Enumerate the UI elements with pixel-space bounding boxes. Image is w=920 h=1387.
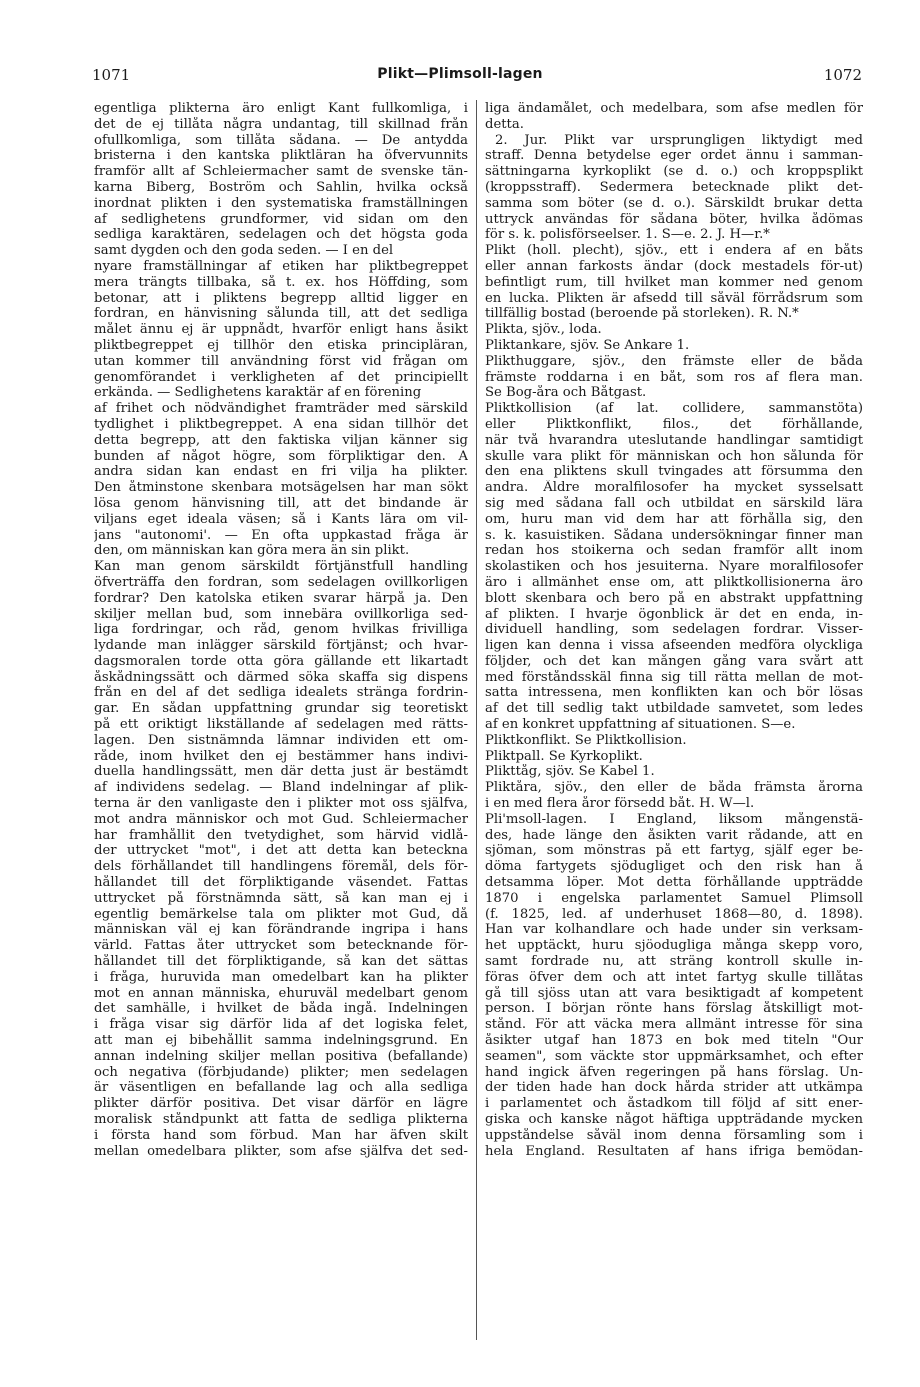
text-line: utan kommer till användning först vid frågan om bbox=[94, 353, 468, 369]
text-line: egentliga plikterna äro enligt Kant fullkomliga, i bbox=[94, 101, 468, 116]
text-line: der tiden hade han dock hårda strider att utkämpa bbox=[485, 1080, 863, 1096]
text-line: fordran, en hänvisning sålunda till, att det sedliga bbox=[94, 306, 468, 322]
page-header bbox=[0, 0, 920, 100]
right-column bbox=[485, 101, 863, 1159]
text-line: (f. 1825, led. af underhuset 1868—80, d. 1898). bbox=[485, 906, 863, 922]
text-line: karna Biberg, Boström och Sahlin, hvilka också bbox=[94, 179, 468, 195]
text-line: satta intressena, men konflikten kan och bör lösas bbox=[485, 685, 863, 701]
text-line: det samhälle, i hvilket de båda ingå. Indelningen bbox=[94, 1001, 468, 1017]
text-line: Plikta, sjöv., loda. bbox=[485, 322, 602, 338]
text-line: fordrar? Den katolska etiken svarar härpå ja. Den bbox=[94, 590, 468, 606]
text-line: hållandet till det förpliktigande väsendet. Fattas bbox=[94, 875, 468, 891]
text-line: öfverträffa den fordran, som sedelagen ovillkorligen bbox=[94, 574, 468, 590]
text-line: mellan omedelbara plikter, som afse själfva det sed- bbox=[94, 1143, 468, 1159]
text-line: värld. Fattas åter uttrycket som betecknande för- bbox=[94, 938, 468, 954]
text-line: genomförandet i verkligheten af det principiellt bbox=[94, 369, 468, 385]
text-line: råde, inom hvilket den ej bestämmer hans indivi- bbox=[94, 748, 468, 764]
text-line: person. I början rönte hans förslag åtskilligt mot- bbox=[485, 1001, 863, 1017]
text-line: den, om människan kan göra mera än sin plikt. bbox=[94, 543, 410, 559]
text-line: inordnat plikten i den systematiska framställningen bbox=[94, 195, 468, 211]
text-line: skiljer mellan bud, som innebära ovillkorliga sed- bbox=[94, 606, 468, 622]
text-line: befintligt rum, till hvilket man kommer ned genom bbox=[485, 274, 863, 290]
text-line: och negativa (förbjudande) plikter; men sedelagen bbox=[94, 1064, 468, 1080]
text-line: i parlamentet och åstadkom till följd af sitt ener- bbox=[485, 1096, 863, 1112]
text-line: gar. En sådan uppfattning grundar sig teoretiskt bbox=[94, 701, 468, 717]
text-line: erkända. — Sedlighetens karaktär af en förening bbox=[94, 385, 422, 401]
text-line: mera trängts tillbaka, så t. ex. hos Höffding, som bbox=[94, 274, 468, 290]
text-line: pliktbegreppet ej tillhör den etiska principläran, bbox=[94, 337, 468, 353]
text-line: (kroppsstraff). Sedermera betecknade plikt det- bbox=[485, 179, 863, 195]
text-line: för s. k. polisförseelser. 1. S—e. 2. J. H—r.* bbox=[485, 227, 770, 243]
text-line: sättningarna kyrkoplikt (se d. o.) och kroppsplikt bbox=[485, 164, 863, 180]
text-line: hållandet till det förpliktigande, så kan det sättas bbox=[94, 954, 468, 970]
text-line: lösa genom hänvisning till, att det bindande är bbox=[94, 495, 468, 511]
text-line: Plikttåg, sjöv. Se Kabel 1. bbox=[485, 764, 655, 780]
text-line: detta begrepp, att den faktiska viljan känner sig bbox=[94, 432, 468, 448]
text-line: är väsentligen en befallande lag och alla sedliga bbox=[94, 1080, 468, 1096]
text-line: andra. Äldre moralfilosofer ha mycket sysselsatt bbox=[485, 480, 863, 496]
text-line: detsamma löper. Mot detta förhållande uppträdde bbox=[485, 875, 863, 891]
text-line: skulle vara plikt för människan och hon sålunda för bbox=[485, 448, 863, 464]
text-line: samt fordrade nu, att sträng kontroll skulle in- bbox=[485, 954, 863, 970]
text-line: i första hand som förbud. Man har äfven skilt bbox=[94, 1127, 468, 1143]
text-line: äro i allmänhet ense om, att pliktkollisionerna äro bbox=[485, 574, 863, 590]
text-line: Kan man genom särskildt förtjänstfull handling bbox=[94, 559, 468, 575]
text-line: giska och kanske något häftiga uppträdande mycken bbox=[485, 1112, 863, 1127]
text-line: af en konkret uppfattning af situationen. S—e. bbox=[485, 717, 796, 733]
text-line: åskådningssätt och därmed söka skaffa sig dispens bbox=[94, 669, 468, 685]
text-line: duella handlingssätt, men där detta just är bestämdt bbox=[94, 764, 468, 780]
text-line: hela England. Resultaten af hans ifriga bemödan- bbox=[485, 1143, 863, 1159]
text-line: Han var kolhandlare och hade under sin verksam- bbox=[485, 922, 863, 938]
text-line: ofullkomliga, som tillåta sådana. — De antydda bbox=[94, 132, 468, 148]
text-line: jans "autonomi'. — En ofta uppkastad fråga är bbox=[94, 527, 468, 543]
text-line: sig med sådana fall och utbildat en särskild lära bbox=[485, 495, 863, 511]
text-line: af plikten. I hvarje ögonblick är det en enda, in- bbox=[485, 606, 863, 622]
text-line: bunden af något högre, som förpliktigar den. A bbox=[94, 448, 468, 464]
column-divider bbox=[476, 100, 477, 1340]
text-line: tillfällig bostad (beroende på storleken). R. N.* bbox=[485, 306, 799, 322]
text-line: människan väl ej kan förändrande ingripa i hans bbox=[94, 922, 468, 938]
text-line: bristerna i den kantska pliktläran ha öfvervunnits bbox=[94, 148, 468, 164]
text-line: mot andra människor och mot Gud. Schleiermacher bbox=[94, 811, 468, 827]
text-line: het upptäckt, huru sjöodugliga många skepp voro, bbox=[485, 938, 863, 954]
page-number-right: 1072 bbox=[823, 66, 862, 84]
text-line: viljans eget ideala väsen; så i Kants lära om vil- bbox=[94, 511, 468, 527]
text-line: terna är den vanligaste den i plikter mot oss själfva, bbox=[94, 796, 468, 812]
text-line: Pliktkollision (af lat. collidere, sammanstöta) bbox=[485, 401, 863, 417]
text-line: gå till sjöss utan att vara besiktigadt af kompetent bbox=[485, 985, 863, 1001]
text-line: har framhållit den tvetydighet, som härvid vidlå- bbox=[94, 827, 468, 843]
text-line: af sedlighetens grundformer, vid sidan om den bbox=[94, 211, 468, 227]
text-line: af individens sedelag. — Bland indelningar af plik- bbox=[94, 780, 468, 796]
text-line: med förståndsskäl finna sig till rätta mellan de mot- bbox=[485, 669, 863, 685]
text-line: Pli'msoll-lagen. I England, liksom mångenstä- bbox=[485, 811, 863, 827]
text-line: Plikthuggare, sjöv., den främste eller de båda bbox=[485, 353, 863, 369]
text-line: eller annan farkosts ändar (dock mestadels för-ut) bbox=[485, 258, 863, 274]
text-line: dagsmoralen torde otta göra gällande ett likartadt bbox=[94, 653, 468, 669]
text-line: egentlig bemärkelse tala om plikter mot Gud, då bbox=[94, 906, 468, 922]
text-line: dels förhållandet till handlingens föremål, dels för- bbox=[94, 859, 468, 875]
text-line: den ena pliktens skull tvingades att försumma den bbox=[485, 464, 863, 480]
text-line: af frihet och nödvändighet framträder med särskild bbox=[94, 401, 468, 417]
text-line: des, hade länge den åsikten varit rådande, att en bbox=[485, 827, 863, 843]
text-line: detta. bbox=[485, 116, 524, 132]
left-column bbox=[94, 101, 468, 1159]
text-line: moralisk ståndpunkt att fatta de sedliga plikterna bbox=[94, 1112, 468, 1127]
text-line: 1870 i engelska parlamentet Samuel Plimsoll bbox=[485, 890, 863, 906]
text-line: uppståndelse såväl inom denna församling som i bbox=[485, 1127, 863, 1143]
text-line: hand ingick äfven regeringen på hans förslag. Un- bbox=[485, 1064, 863, 1080]
text-line: stånd. För att väcka mera allmänt intresse för sina bbox=[485, 1017, 863, 1033]
text-line: seamen", som väckte stor uppmärksamhet, och efter bbox=[485, 1048, 863, 1064]
text-line: liga ändamålet, och medelbara, som afse medlen för bbox=[485, 101, 863, 116]
text-line: om, huru man vid dem har att förhålla sig, den bbox=[485, 511, 863, 527]
text-line: Pliktpall. Se Kyrkoplikt. bbox=[485, 748, 643, 764]
text-line: från en del af det sedliga idealets stränga fordrin- bbox=[94, 685, 468, 701]
text-line: att man ej bibehållit samma indelningsgrund. En bbox=[94, 1033, 468, 1049]
text-line: mot en annan människa, ehuruväl medelbart genom bbox=[94, 985, 468, 1001]
text-line: framför allt af Schleiermacher samt de svenske tän- bbox=[94, 164, 468, 180]
page-number-left: 1071 bbox=[92, 66, 131, 84]
text-line: annan indelning skiljer mellan positiva (befallande) bbox=[94, 1048, 468, 1064]
text-line: tydlighet i pliktbegreppet. A ena sidan tillhör det bbox=[94, 416, 468, 432]
text-line: uttryck användas för sådana böter, hvilka ådömas bbox=[485, 211, 863, 227]
text-line: Pliktkonflikt. Se Pliktkollision. bbox=[485, 732, 687, 748]
text-line: ligen kan denna i vissa afseenden medföra olyckliga bbox=[485, 638, 863, 654]
text-line: Den åtminstone skenbara motsägelsen har man sökt bbox=[94, 480, 468, 496]
text-line: uttrycket på förstnämnda sätt, så kan man ej i bbox=[94, 890, 468, 906]
text-line: blott skenbara och bero på en abstrakt uppfattning bbox=[485, 590, 863, 606]
text-line: s. k. kasuistiken. Sådana undersökningar finner man bbox=[485, 527, 863, 543]
text-line: sedliga karaktären, sedelagen och det högsta goda bbox=[94, 227, 468, 243]
text-line: döma fartygets sjödugliget och den risk han å bbox=[485, 859, 863, 875]
text-line: Se Bog-åra och Båtgast. bbox=[485, 385, 647, 401]
text-line: lydande man inlägger särskild förtjänst; och hvar- bbox=[94, 638, 468, 654]
text-line: lagen. Den sistnämnda lämnar individen ett om- bbox=[94, 732, 468, 748]
text-line: följder, och det kan mången gång vara svårt att bbox=[485, 653, 863, 669]
text-line: eller Pliktkonflikt, filos., det förhållande, bbox=[485, 416, 863, 432]
text-line: Pliktankare, sjöv. Se Ankare 1. bbox=[485, 337, 690, 353]
text-line: der uttrycket "mot", i det att detta kan beteckna bbox=[94, 843, 468, 859]
text-line: främste roddarna i en båt, som ros af flera man. bbox=[485, 369, 863, 385]
text-line: af det till sedlig takt utbildade samvetet, som ledes bbox=[485, 701, 863, 717]
text-line: 2. Jur. Plikt var ursprungligen liktydigt med bbox=[495, 132, 863, 148]
text-line: sjöman, som mönstras på ett fartyg, själf eger be- bbox=[485, 843, 863, 859]
text-line: redan hos stoikerna och sedan framför allt inom bbox=[485, 543, 863, 559]
text-line: straff. Denna betydelse eger ordet ännu i samman- bbox=[485, 148, 863, 164]
text-line: i en med flera åror försedd båt. H. W—l. bbox=[485, 796, 755, 812]
text-line: i fråga, huruvida man omedelbart kan ha plikter bbox=[94, 969, 468, 985]
text-line: målet ännu ej är uppnådt, hvarför enligt hans åsikt bbox=[94, 322, 468, 338]
text-line: liga fordringar, och råd, genom hvilkas frivilliga bbox=[94, 622, 468, 638]
text-line: Plikt (holl. plecht), sjöv., ett i endera af en båts bbox=[485, 243, 863, 259]
text-line: Pliktåra, sjöv., den eller de båda främsta årorna bbox=[485, 780, 863, 796]
text-line: betonar, att i pliktens begrepp alltid ligger en bbox=[94, 290, 468, 306]
text-line: skolastiken och hos jesuiterna. Nyare moralfilosofer bbox=[485, 559, 863, 575]
text-line: det de ej tillåta några undantag, till skillnad från bbox=[94, 116, 468, 132]
text-line: andra sidan kan endast en fri vilja ha plikter. bbox=[94, 464, 468, 480]
text-line: åsikter utgaf han 1873 en bok med titeln "Our bbox=[485, 1033, 863, 1049]
text-line: när två hvarandra uteslutande handlingar samtidigt bbox=[485, 432, 863, 448]
text-line: föras öfver dem och att intet fartyg skulle tillåtas bbox=[485, 969, 863, 985]
text-line: nyare framställningar af etiken har pliktbegreppet bbox=[94, 258, 468, 274]
text-line: plikter därför positiva. Det visar därför en lägre bbox=[94, 1096, 468, 1112]
running-head: Plikt—Plimsoll-lagen bbox=[377, 66, 543, 82]
text-line: samma som böter (se d. o.). Särskildt brukar detta bbox=[485, 195, 863, 211]
text-line: dividuell handling, som sedelagen fordrar. Visser- bbox=[485, 622, 863, 638]
text-line: på ett oriktigt likställande af sedelagen med rätts- bbox=[94, 717, 468, 733]
text-line: samt dygden och den goda seden. — I en del bbox=[94, 243, 394, 259]
text-line: en lucka. Plikten är afsedd till såväl förrådsrum som bbox=[485, 290, 863, 306]
text-line: i fråga visar sig därför lida af det logiska felet, bbox=[94, 1017, 468, 1033]
